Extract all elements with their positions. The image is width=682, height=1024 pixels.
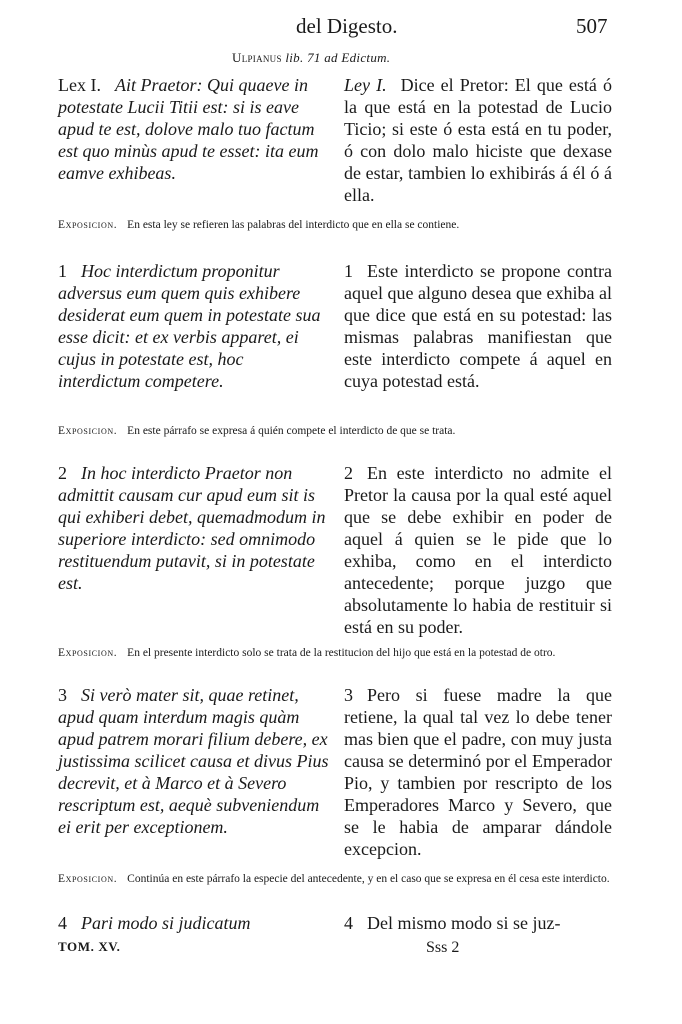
- spanish-law-body: Dice el Pretor: El que está ó la que está en la potestad de Lucio Ticio; si este ó esta está en tu poder, ó con dolo malo hiciste que dexase de estar, tambien lo exhibirás á él ó á ella.: [344, 75, 613, 205]
- paragraph-number: 2: [344, 463, 353, 483]
- latin-paragraph-text: Hoc interdictum proponitur adversus eum quem quis exhibere desiderat eum quem in potestate sua esse dicit: et ex verbis apparet, ei cujus in potestate est, hoc interdictum competere.: [58, 261, 321, 391]
- spanish-paragraph-4: [344, 912, 612, 934]
- source-author: Ulpianus: [232, 50, 282, 65]
- exposicion-1: [58, 218, 612, 233]
- running-header: del Digesto.: [296, 14, 398, 38]
- spanish-paragraph-2: [344, 462, 612, 638]
- spanish-paragraph-text: Pero si fuese madre la que retiene, la qual tal vez lo debe tener mas bien que el padre, con muy justa causa se determinó por el Emperador Pio, y tambien por rescripto de los Emperadores Marco y Severo, que se le habia de amparar dándole excepcion.: [344, 685, 612, 859]
- exposicion-label: Exposicion.: [58, 647, 118, 659]
- latin-paragraph-2: [58, 462, 330, 594]
- exposicion-2: [58, 424, 612, 439]
- paragraph-number: 1: [344, 261, 353, 281]
- paragraph-number: 3: [58, 685, 67, 705]
- volume-marker: TOM. XV.: [58, 939, 121, 954]
- spanish-paragraph-text: Este interdicto se propone contra aquel que alguno desea que exhiba al que dice que está en su potestad: las mismas palabras manifiestan que este interdicto compete á aquel en cuya potestad está.: [344, 261, 612, 391]
- spanish-paragraph-3: [344, 684, 612, 860]
- latin-law-text: [58, 74, 330, 184]
- latin-paragraph-3: [58, 684, 330, 838]
- exposicion-text: Continúa en este párrafo la especie del antecedente, y en el caso que se expresa en él cesa este interdicto.: [127, 873, 610, 885]
- paragraph-number: 3: [344, 685, 353, 705]
- page-number: 507: [576, 14, 608, 38]
- spanish-paragraph-text: Del mismo modo si se juz-: [367, 913, 561, 933]
- paragraph-number: 4: [344, 913, 353, 933]
- latin-paragraph-text: In hoc interdicto Praetor non admittit causam cur apud eum sit is qui exhiberi debet, quemadmodum in superiore interdicto: sed omnimodo restituendum putavit, si in potestate est.: [58, 463, 326, 593]
- paragraph-number: 1: [58, 261, 67, 281]
- paragraph-number: 4: [58, 913, 67, 933]
- source-citation: [232, 50, 390, 66]
- paragraph-number: 2: [58, 463, 67, 483]
- spanish-paragraph-text: En este interdicto no admite el Pretor la causa por la qual esté aquel que se debe exhibir en poder de aquel á quien se le pide que lo exhiba, como en el interdicto antecedente; porque juzgo que absolutamente lo habia de restituir si está en su poder.: [344, 463, 612, 637]
- latin-paragraph-text: Si verò mater sit, quae retinet, apud quam interdum magis quàm apud patrem morari filium debere, ex justissima scilicet causa et divus Pius decrevit, et à Marco et à Severo rescriptum est, aequè subveniendum ei erit per exceptionem.: [58, 685, 329, 837]
- exposicion-text: En esta ley se refieren las palabras del interdicto que en ella se contiene.: [127, 219, 460, 231]
- latin-paragraph-4: [58, 912, 330, 934]
- exposicion-3: [58, 646, 612, 661]
- spanish-law-text: [344, 74, 612, 206]
- signature-mark: Sss 2: [426, 939, 460, 956]
- exposicion-text: En el presente interdicto solo se trata de la restitucion del hijo que está en la potestad de otro.: [127, 647, 556, 659]
- exposicion-text: En este párrafo se expresa á quién compete el interdicto de que se trata.: [127, 425, 456, 437]
- latin-law-body: Ait Praetor: Qui quaeve in potestate Lucii Titii est: si is eave apud te est, dolove malo tuo factum est quo minùs apud te esset: ita eum eamve exhibeas.: [58, 75, 319, 183]
- spanish-paragraph-1: [344, 260, 612, 392]
- latin-law-label: Lex I.: [58, 75, 101, 95]
- latin-paragraph-1: [58, 260, 330, 392]
- latin-paragraph-text: Pari modo si judicatum: [81, 913, 251, 933]
- exposicion-label: Exposicion.: [58, 873, 118, 885]
- source-reference: lib. 71 ad Edictum.: [285, 50, 391, 65]
- exposicion-label: Exposicion.: [58, 219, 118, 231]
- exposicion-4: [58, 872, 612, 887]
- spanish-law-label: Ley I.: [344, 75, 387, 95]
- exposicion-label: Exposicion.: [58, 425, 118, 437]
